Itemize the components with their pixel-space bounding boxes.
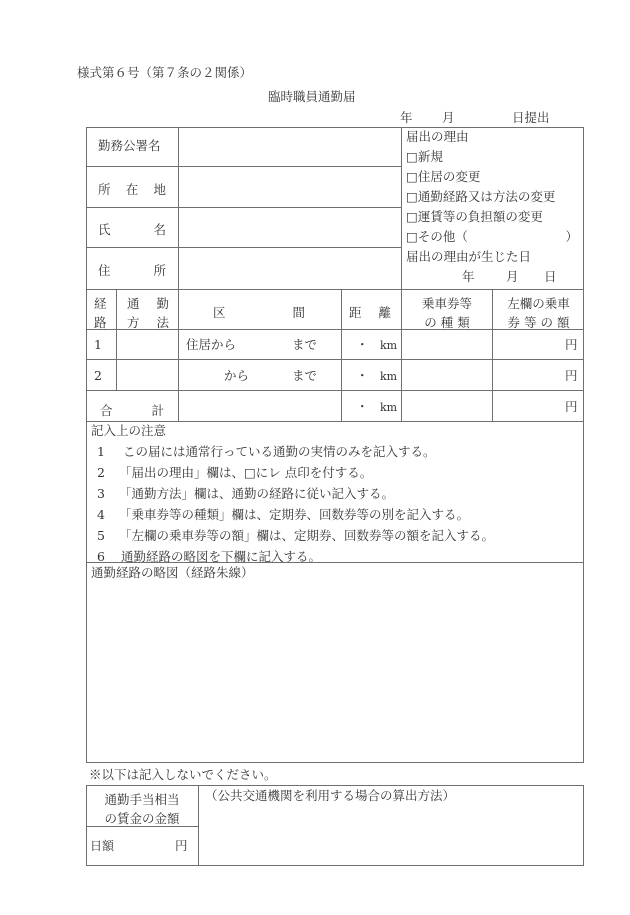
day-label: 日提出: [512, 110, 550, 125]
to-label: まで: [292, 337, 318, 352]
table-row: [86, 329, 584, 359]
reason-option-residence-change[interactable]: [406, 171, 480, 184]
km-unit: km: [380, 339, 398, 352]
label-line: 通勤手当相当: [104, 792, 180, 807]
note-text: 「通勤方法」欄は、通勤の経路に従い記入する。: [118, 486, 394, 501]
note-number: 3: [97, 486, 105, 501]
from-label: 住居から: [186, 337, 237, 352]
divider: [401, 127, 402, 289]
header-method: [127, 294, 169, 332]
note-text: 「届出の理由」欄は、□にレ 点印を付する。: [118, 465, 373, 480]
ticket-type-field[interactable]: [402, 330, 492, 359]
note-number: 1: [97, 444, 105, 459]
header-line: 乗車券等: [421, 296, 472, 311]
note-text: 「左欄の乗車券等の額」欄は、定期券、回数券等の額を記入する。: [118, 528, 494, 543]
char: 通: [127, 296, 140, 311]
char: 区: [213, 305, 226, 320]
note-text: この届には通常行っている通勤の実情のみを記入する。: [122, 444, 436, 459]
header-line: 左欄の乗車: [507, 296, 570, 311]
decimal-dot: ・: [356, 337, 369, 352]
daily-label: 日額: [90, 839, 115, 853]
char: 方: [127, 315, 140, 330]
note-text: 「乗車券等の種類」欄は、定期券、回数券等の別を記入する。: [118, 507, 469, 522]
note-text: 通勤経路の略図を下欄に記入する。: [120, 549, 321, 564]
yen-unit: 円: [565, 399, 578, 414]
day-label: 日: [544, 269, 557, 284]
page-title: 臨時職員通勤届: [268, 89, 356, 104]
office-use-notice: ※以下は記入しないでください。: [89, 767, 277, 782]
reason-option-fare-change[interactable]: [406, 211, 543, 224]
checkbox-icon[interactable]: □: [406, 149, 418, 164]
checkbox-icon[interactable]: □: [406, 189, 418, 204]
yen-unit: 円: [565, 368, 578, 383]
char: 路: [94, 315, 107, 330]
decimal-dot: ・: [356, 368, 369, 383]
from-label: から: [224, 368, 250, 383]
route-number: 2: [94, 368, 102, 383]
checkbox-icon[interactable]: □: [406, 169, 418, 184]
address-field[interactable]: [179, 248, 400, 288]
reason-date: [406, 271, 582, 285]
route-map-area[interactable]: [87, 584, 583, 762]
month-label: 月: [506, 269, 519, 284]
note-number: 4: [97, 507, 105, 522]
header-distance: [349, 303, 391, 321]
paren-close: ）: [565, 229, 578, 244]
label-line: の賃金の金額: [104, 811, 180, 826]
year-label: 年: [400, 110, 413, 125]
header-line: 券 等 の 額: [507, 315, 570, 330]
header-route: [94, 294, 107, 332]
note-item: [97, 530, 494, 543]
yen-unit: 円: [565, 337, 578, 352]
char: 勤: [156, 296, 169, 311]
char: 間: [292, 305, 305, 320]
name-field[interactable]: [179, 208, 400, 246]
option-label: 住居の変更: [417, 169, 481, 184]
option-label: 新規: [417, 149, 443, 164]
char: 距: [349, 305, 362, 320]
daily-unit: 円: [175, 838, 188, 853]
method-field[interactable]: [117, 330, 178, 359]
notes-heading: 記入上の注意: [91, 423, 167, 438]
note-number: 5: [97, 528, 105, 543]
decimal-dot: ・: [356, 399, 369, 414]
char: 地: [153, 182, 166, 197]
option-label: 通勤経路又は方法の変更: [417, 189, 556, 204]
note-number: 6: [97, 549, 105, 564]
submission-date: [400, 112, 560, 126]
label-location: [98, 180, 166, 198]
label-office-name: 勤務公署名: [98, 138, 161, 153]
month-label: 月: [442, 110, 455, 125]
reason-option-route-change[interactable]: [406, 191, 555, 204]
note-item: [97, 467, 372, 480]
location-field[interactable]: [179, 167, 400, 206]
form-number: 様式第６号（第７条の２関係）: [77, 65, 253, 80]
label-address: [98, 261, 166, 279]
header-line: の 種 類: [424, 315, 470, 330]
divider: [86, 421, 584, 422]
header-ticket-amount: [493, 294, 584, 332]
char: 氏: [98, 222, 111, 237]
ticket-type-field[interactable]: [402, 360, 492, 390]
route-number: 1: [94, 337, 102, 352]
total-row: [86, 390, 584, 421]
note-number: 2: [97, 465, 105, 480]
divider: [198, 785, 199, 866]
note-item: [97, 446, 435, 459]
reason-date-heading: 届出の理由が生じた日: [406, 249, 532, 264]
divider: [86, 289, 584, 290]
reason-option-new[interactable]: [406, 151, 443, 164]
km-unit: km: [380, 370, 398, 383]
office-name-field[interactable]: [179, 128, 400, 165]
total-label: [100, 401, 164, 419]
note-item: [97, 509, 469, 522]
option-label: その他（: [417, 229, 468, 244]
km-unit: km: [380, 401, 398, 414]
to-label: まで: [292, 368, 318, 383]
char: 合: [100, 403, 113, 418]
amount-label: [86, 790, 198, 828]
label-name: [98, 220, 166, 238]
char: 計: [151, 403, 164, 418]
calculation-method-label: （公共交通機関を利用する場合の算出方法）: [205, 788, 456, 803]
option-label: 運賃等の負担額の変更: [417, 209, 543, 224]
char: 所: [153, 263, 166, 278]
char: 法: [156, 315, 169, 330]
char: 在: [125, 182, 139, 197]
char: 住: [98, 263, 111, 278]
year-label: 年: [462, 269, 475, 284]
reason-option-other[interactable]: [406, 231, 578, 244]
method-field[interactable]: [117, 360, 178, 390]
checkbox-icon[interactable]: □: [406, 229, 418, 244]
char: 名: [153, 222, 166, 237]
char: 所: [98, 182, 111, 197]
header-ticket-type: [402, 294, 492, 332]
note-item: [97, 488, 394, 501]
reason-heading: 届出の理由: [406, 129, 469, 144]
char: 離: [378, 305, 391, 320]
map-heading: 通勤経路の略図（経路朱線）: [91, 565, 254, 580]
table-row: [86, 359, 584, 390]
checkbox-icon[interactable]: □: [406, 209, 418, 224]
header-section: [213, 303, 305, 321]
char: 経: [94, 296, 107, 311]
divider: [86, 562, 584, 563]
